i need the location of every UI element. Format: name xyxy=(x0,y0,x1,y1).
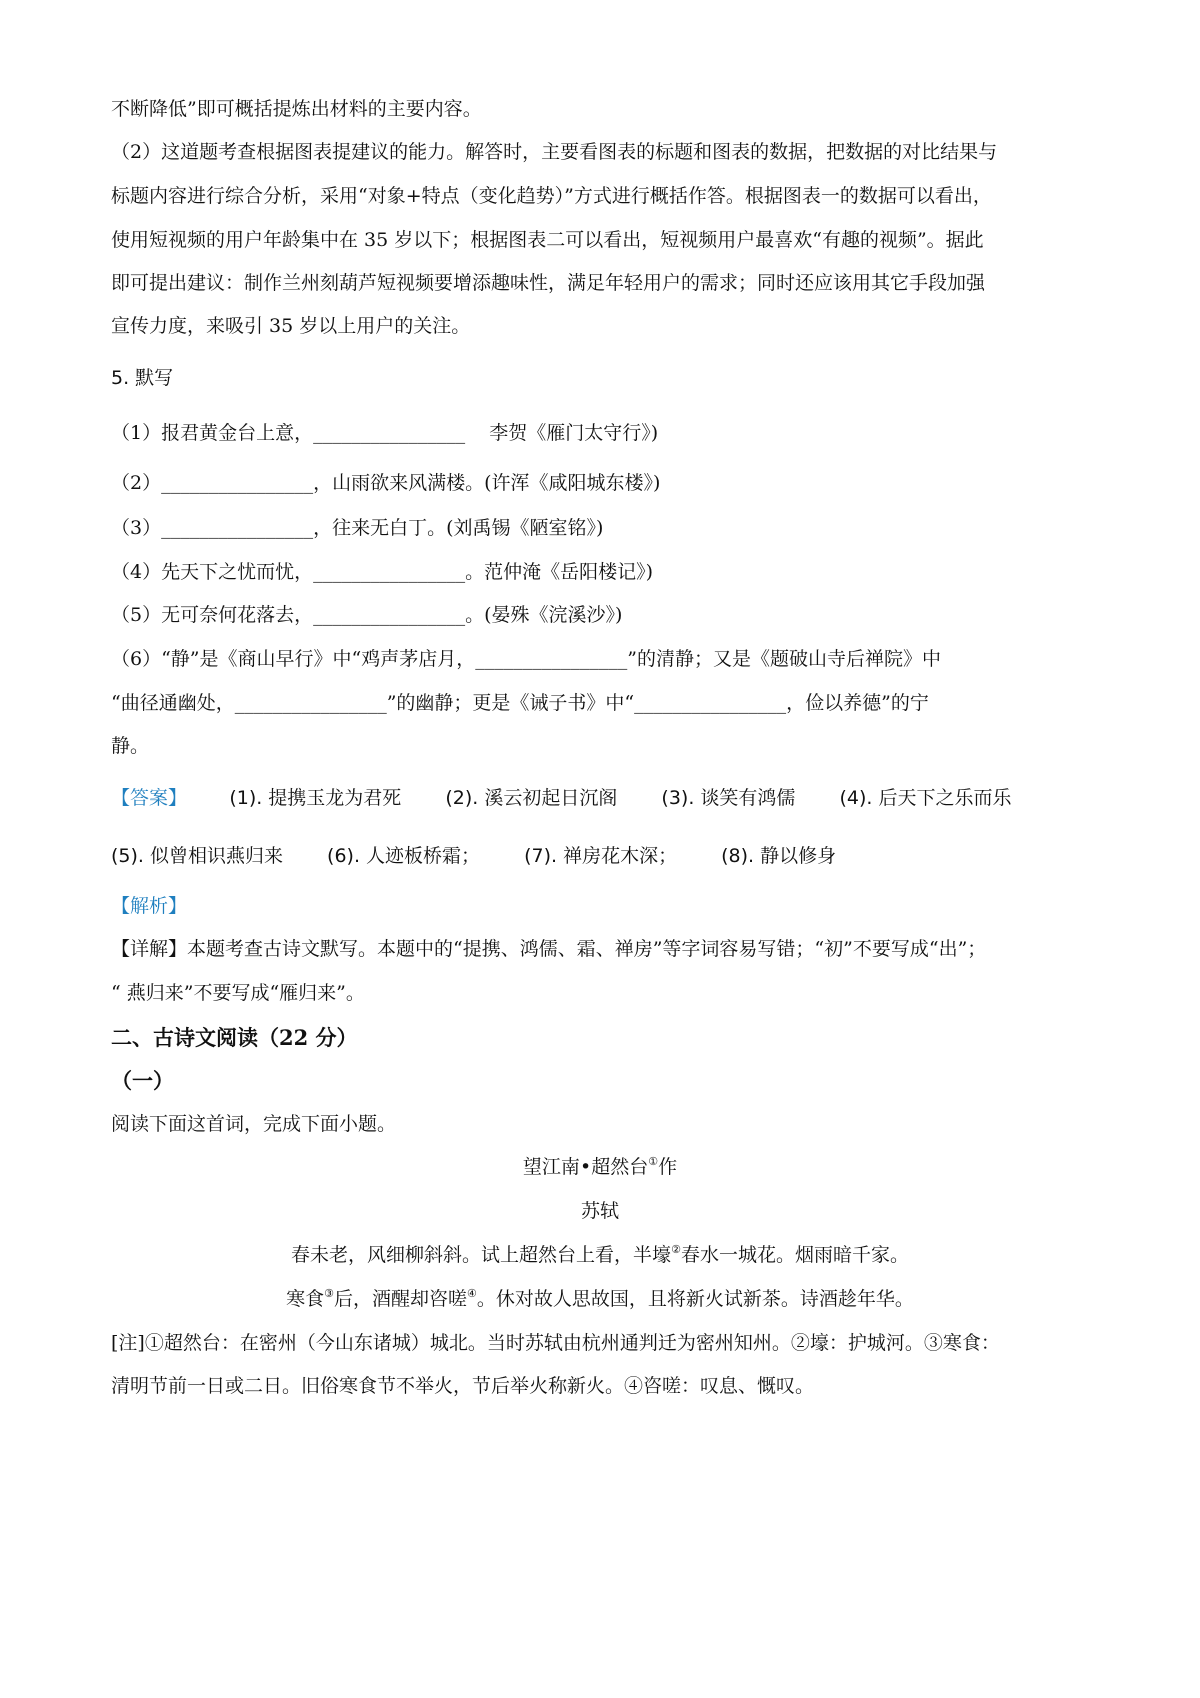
footnote-marker: ③ xyxy=(324,1287,334,1300)
question-title: 5. 默写 xyxy=(111,367,174,389)
paragraph-line: 标题内容进行综合分析，采用“对象+特点（变化趋势）”方式进行概括作答。根据图表一的数据可以看出， xyxy=(111,185,992,207)
analysis-line: 【详解】本题考查古诗文默写。本题中的“提携、鸿儒、霜、禅房”等字词容易写错；“初”不要写成“出”； xyxy=(111,938,987,960)
poem-title: 望江南•超然台①作 xyxy=(522,1155,678,1178)
answer-item: (2). 溪云初起日沉阁 xyxy=(445,787,618,809)
poem-author: 苏轼 xyxy=(580,1200,619,1222)
analysis-tag: 【解析】 xyxy=(111,895,188,917)
question-item: （4）先天下之忧而忧，________________。范仲淹《岳阳楼记》) xyxy=(111,561,654,583)
answer-item: (1). 提携玉龙为君死 xyxy=(229,787,402,809)
answer-item: (5). 似曾相识燕归来 xyxy=(111,845,283,867)
notes-line: [注]①超然台：在密州（今山东诸城）城北。当时苏轼由杭州通判迁为密州知州。②壕：护城河。③寒食： xyxy=(111,1332,1000,1354)
paragraph-line: 不断降低”即可概括提炼出材料的主要内容。 xyxy=(111,98,482,120)
paragraph-line: （2）这道题考查根据图表提建议的能力。解答时，主要看图表的标题和图表的数据，把数据的对比结果与 xyxy=(111,141,998,163)
answer-line xyxy=(111,783,1011,813)
section-heading: 二、古诗文阅读（22 分） xyxy=(111,1025,358,1050)
paragraph-line: 宣传力度，来吸引 35 岁以上用户的关注。 xyxy=(111,315,471,337)
answer-item: (8). 静以修身 xyxy=(721,845,837,867)
question-item: 静。 xyxy=(111,735,150,757)
answer-line xyxy=(111,841,836,871)
question-item: （5）无可奈何花落去，________________。(晏殊《浣溪沙》) xyxy=(111,604,623,626)
question-item: （6）“静”是《商山早行》中“鸡声茅店月，________________”的清静；又是《题破山寺后禅院》中 xyxy=(111,648,941,670)
subsection-heading: （一） xyxy=(111,1068,174,1093)
question-item: （1）报君黄金台上意，________________ 李贺《雁门太守行》) xyxy=(111,422,659,444)
answer-item: (4). 后天下之乐而乐 xyxy=(839,787,1012,809)
answer-item: (3). 谈笑有鸿儒 xyxy=(661,787,796,809)
footnote-marker: ② xyxy=(671,1243,681,1256)
question-item: （2）________________，山雨欲来风满楼。(许浑《咸阳城东楼》) xyxy=(111,472,661,494)
paragraph-line: 使用短视频的用户年龄集中在 35 岁以下；根据图表二可以看出，短视频用户最喜欢“有趣的视频”。据此 xyxy=(111,229,984,251)
paragraph-line: 即可提出建议：制作兰州刻葫芦短视频要增添趣味性，满足年轻用户的需求；同时还应该用其它手段加强 xyxy=(111,272,986,294)
question-item: （3）________________，往来无白丁。(刘禹锡《陋室铭》) xyxy=(111,517,604,539)
poem-line: 春未老，风细柳斜斜。试上超然台上看，半壕②春水一城花。烟雨暗千家。 xyxy=(291,1243,909,1266)
footnote-marker: ① xyxy=(648,1155,659,1168)
answer-item: (6). 人迹板桥霜； xyxy=(327,845,481,867)
question-item: “曲径通幽处，________________”的幽静；更是《诫子书》中“________________，俭以养德”的宁 xyxy=(111,692,929,714)
poem-line: 寒食③后，酒醒却咨嗟④。休对故人思故国，且将新火试新茶。诗酒趁年华。 xyxy=(286,1287,914,1310)
answer-tag: 【答案】 xyxy=(111,787,188,809)
footnote-marker: ④ xyxy=(467,1287,477,1300)
instruction-text: 阅读下面这首词，完成下面小题。 xyxy=(111,1113,397,1135)
answer-item: (7). 禅房花木深； xyxy=(524,845,678,867)
notes-line: 清明节前一日或二日。旧俗寒食节不举火，节后举火称新火。④咨嗟：叹息、慨叹。 xyxy=(111,1375,815,1397)
analysis-line: “ 燕归来”不要写成“雁归来”。 xyxy=(111,982,365,1004)
